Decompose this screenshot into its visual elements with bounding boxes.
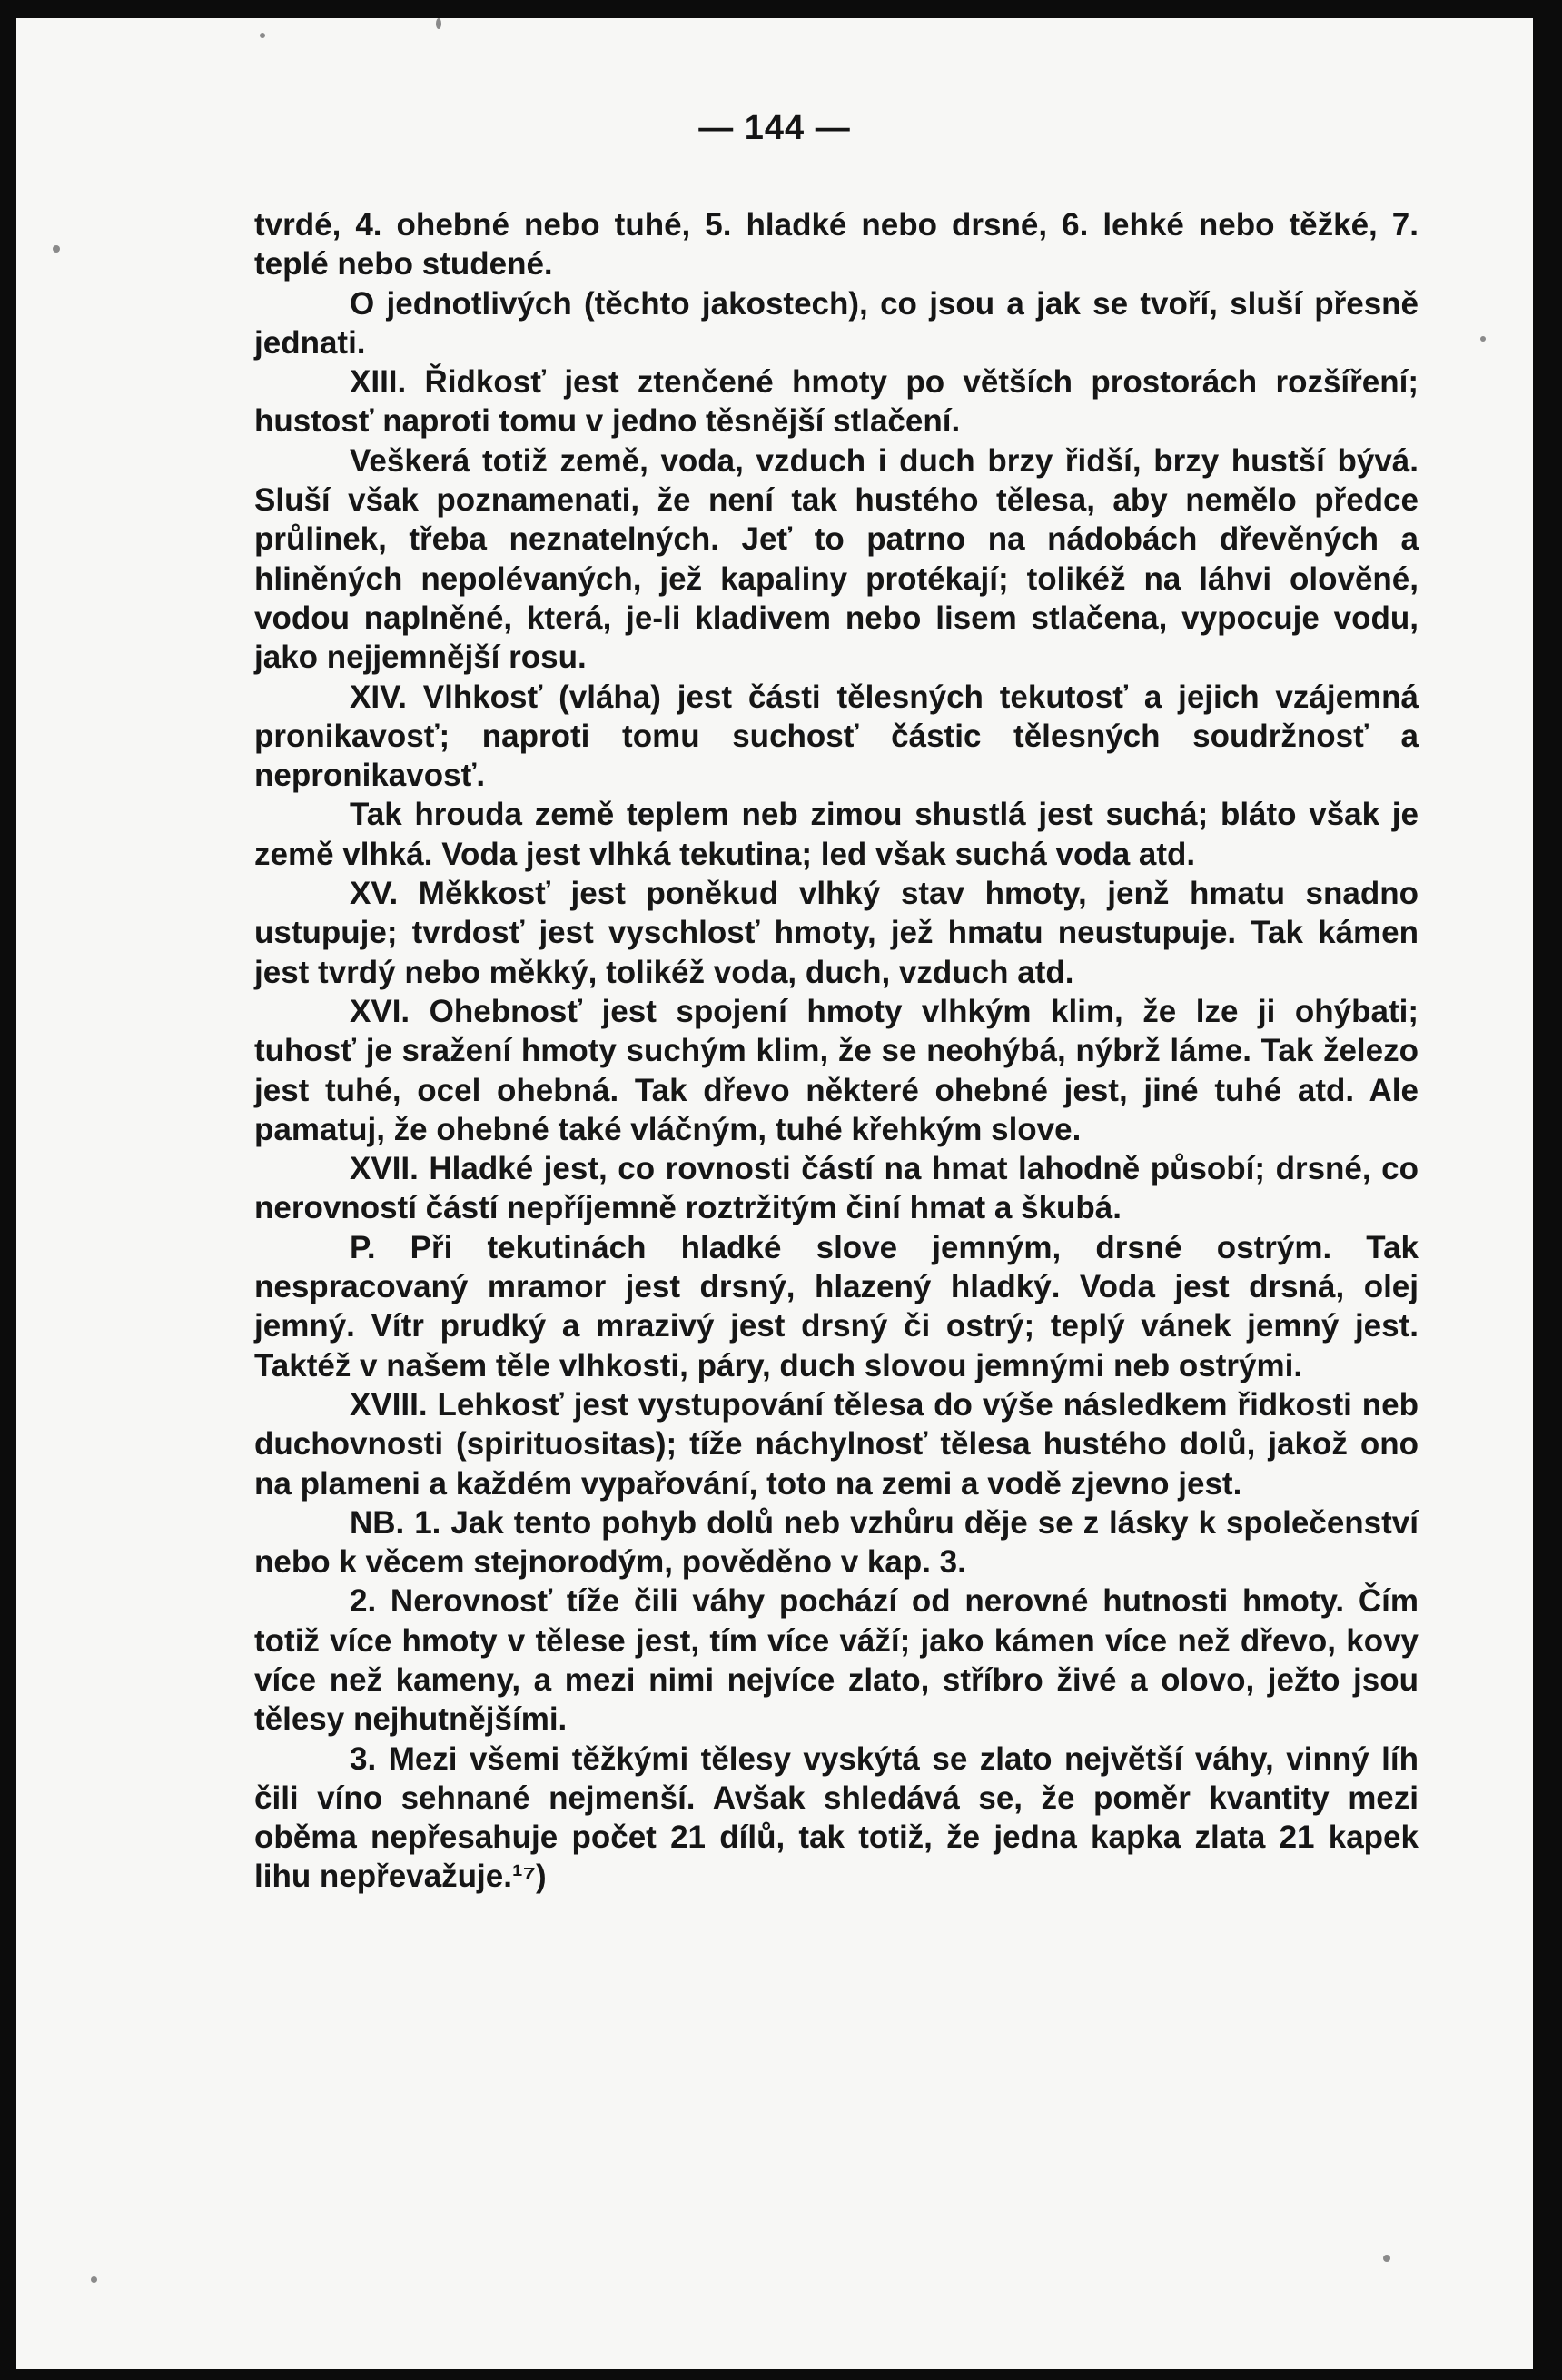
paragraph: XV. Měkkosť jest poněkud vlhký stav hmoty, jenž hmatu snadno ustupuje; tvrdosť jest vyschlosť hmoty, jež hmatu neustupuje. Tak kámen jest tvrdý nebo měkký, tolikéž voda, duch, vzduch atd. (254, 876, 1419, 990)
paragraph: NB. 1. Jak tento pohyb dolů neb vzhůru děje se z lásky k společenství nebo k věcem stejnorodým, pověděno v kap. 3. (254, 1504, 1419, 1581)
scan-speck (1480, 336, 1486, 342)
scan-speck (1383, 2255, 1390, 2262)
scan-speck (436, 18, 441, 29)
book-page (16, 18, 1533, 2369)
paragraph: O jednotlivých (těchto jakostech), co jsou a jak se tvoří, sluší přesně jednati. (254, 285, 1419, 361)
paragraph: XVIII. Lehkosť jest vystupování tělesa do výše následkem řidkosti neb duchovnosti (spirituositas); tíže náchylnosť tělesa hustého dolů, jakož ono na plameni a každém vypařování, toto na zemi a vodě zjevno jest. (254, 1386, 1419, 1502)
paragraph: 2. Nerovnosť tíže čili váhy pochází od nerovné hutnosti hmoty. Čím totiž více hmoty v tělese jest, tím více váží; jako kámen více než dřevo, kovy více než kameny, a mezi nimi nejvíce zlato, stříbro živé a olovo, ježto jsou tělesy nejhutnějšími. (254, 1583, 1419, 1738)
paragraph: XVI. Ohebnosť jest spojení hmoty vlhkým klim, že lze ji ohýbati; tuhosť je sražení hmoty suchým klim, že se neohýbá, nýbrž láme. Tak železo jest tuhé, ocel ohebná. Tak dřevo některé ohebné jest, jiné tuhé atd. Ale pamatuj, že ohebné také vláčným, tuhé křehkým slove. (254, 993, 1419, 1147)
paragraph: Veškerá totiž země, voda, vzduch i duch brzy řidší, brzy hustší bývá. Sluší však poznamenati, že není tak hustého tělesa, aby nemělo předce průlinek, třeba neznatelných. Jeť to patrno na nádobách dřevěných a hliněných nepolévaných, jež kapaliny protékají; tolikéž na láhvi olověné, vodou naplněné, která, je-li kladivem nebo lisem stlačena, vypocuje vodu, jako nejjemnější rosu. (254, 442, 1419, 676)
scan-speck (260, 33, 265, 38)
paragraph: XVII. Hladké jest, co rovnosti částí na hmat lahodně působí; drsné, co nerovností částí nepříjemně roztržitým činí hmat a škubá. (254, 1151, 1419, 1226)
paragraph: P. Při tekutinách hladké slove jemným, drsné ostrým. Tak nespracovaný mramor jest drsný, hlazený hladký. Voda jest drsná, olej jemný. Vítr prudký a mrazivý jest drsný či ostrý; teplý vánek jemný jest. Taktéž v našem těle vlhkosti, páry, duch slovou jemnými neb ostrými. (254, 1229, 1419, 1383)
page-number: — 144 — (698, 109, 851, 147)
paragraph: Tak hrouda země teplem neb zimou shustlá jest suchá; bláto však je země vlhká. Voda jest vlhká tekutina; led však suchá voda atd. (254, 797, 1419, 872)
paragraph: XIII. Řidkosť jest ztenčené hmoty po větších prostorách rozšíření; hustosť naproti tomu v jedno těsnější stlačení. (254, 364, 1419, 440)
paragraph: tvrdé, 4. ohebné nebo tuhé, 5. hladké nebo drsné, 6. lehké nebo těžké, 7. teplé nebo studené. (254, 207, 1419, 283)
page-body-text (254, 205, 1419, 1897)
paragraph: XIV. Vlhkosť (vláha) jest části tělesných tekutosť a jejich vzájemná pronikavosť; naproti tomu suchosť částic tělesných soudržnosť a nepronikavosť. (254, 679, 1419, 794)
scan-speck (91, 2276, 97, 2283)
paragraph: 3. Mezi všemi těžkými tělesy vyskýtá se zlato největší váhy, vinný líh čili víno sehnané nejmenší. Avšak shledává se, že poměr kvantity mezi oběma nepřesahuje počet 21 dílů, tak totiž, že jedna kapka zlata 21 kapek lihu nepřevažuje.¹⁷) (254, 1740, 1419, 1895)
scan-speck (53, 245, 60, 253)
